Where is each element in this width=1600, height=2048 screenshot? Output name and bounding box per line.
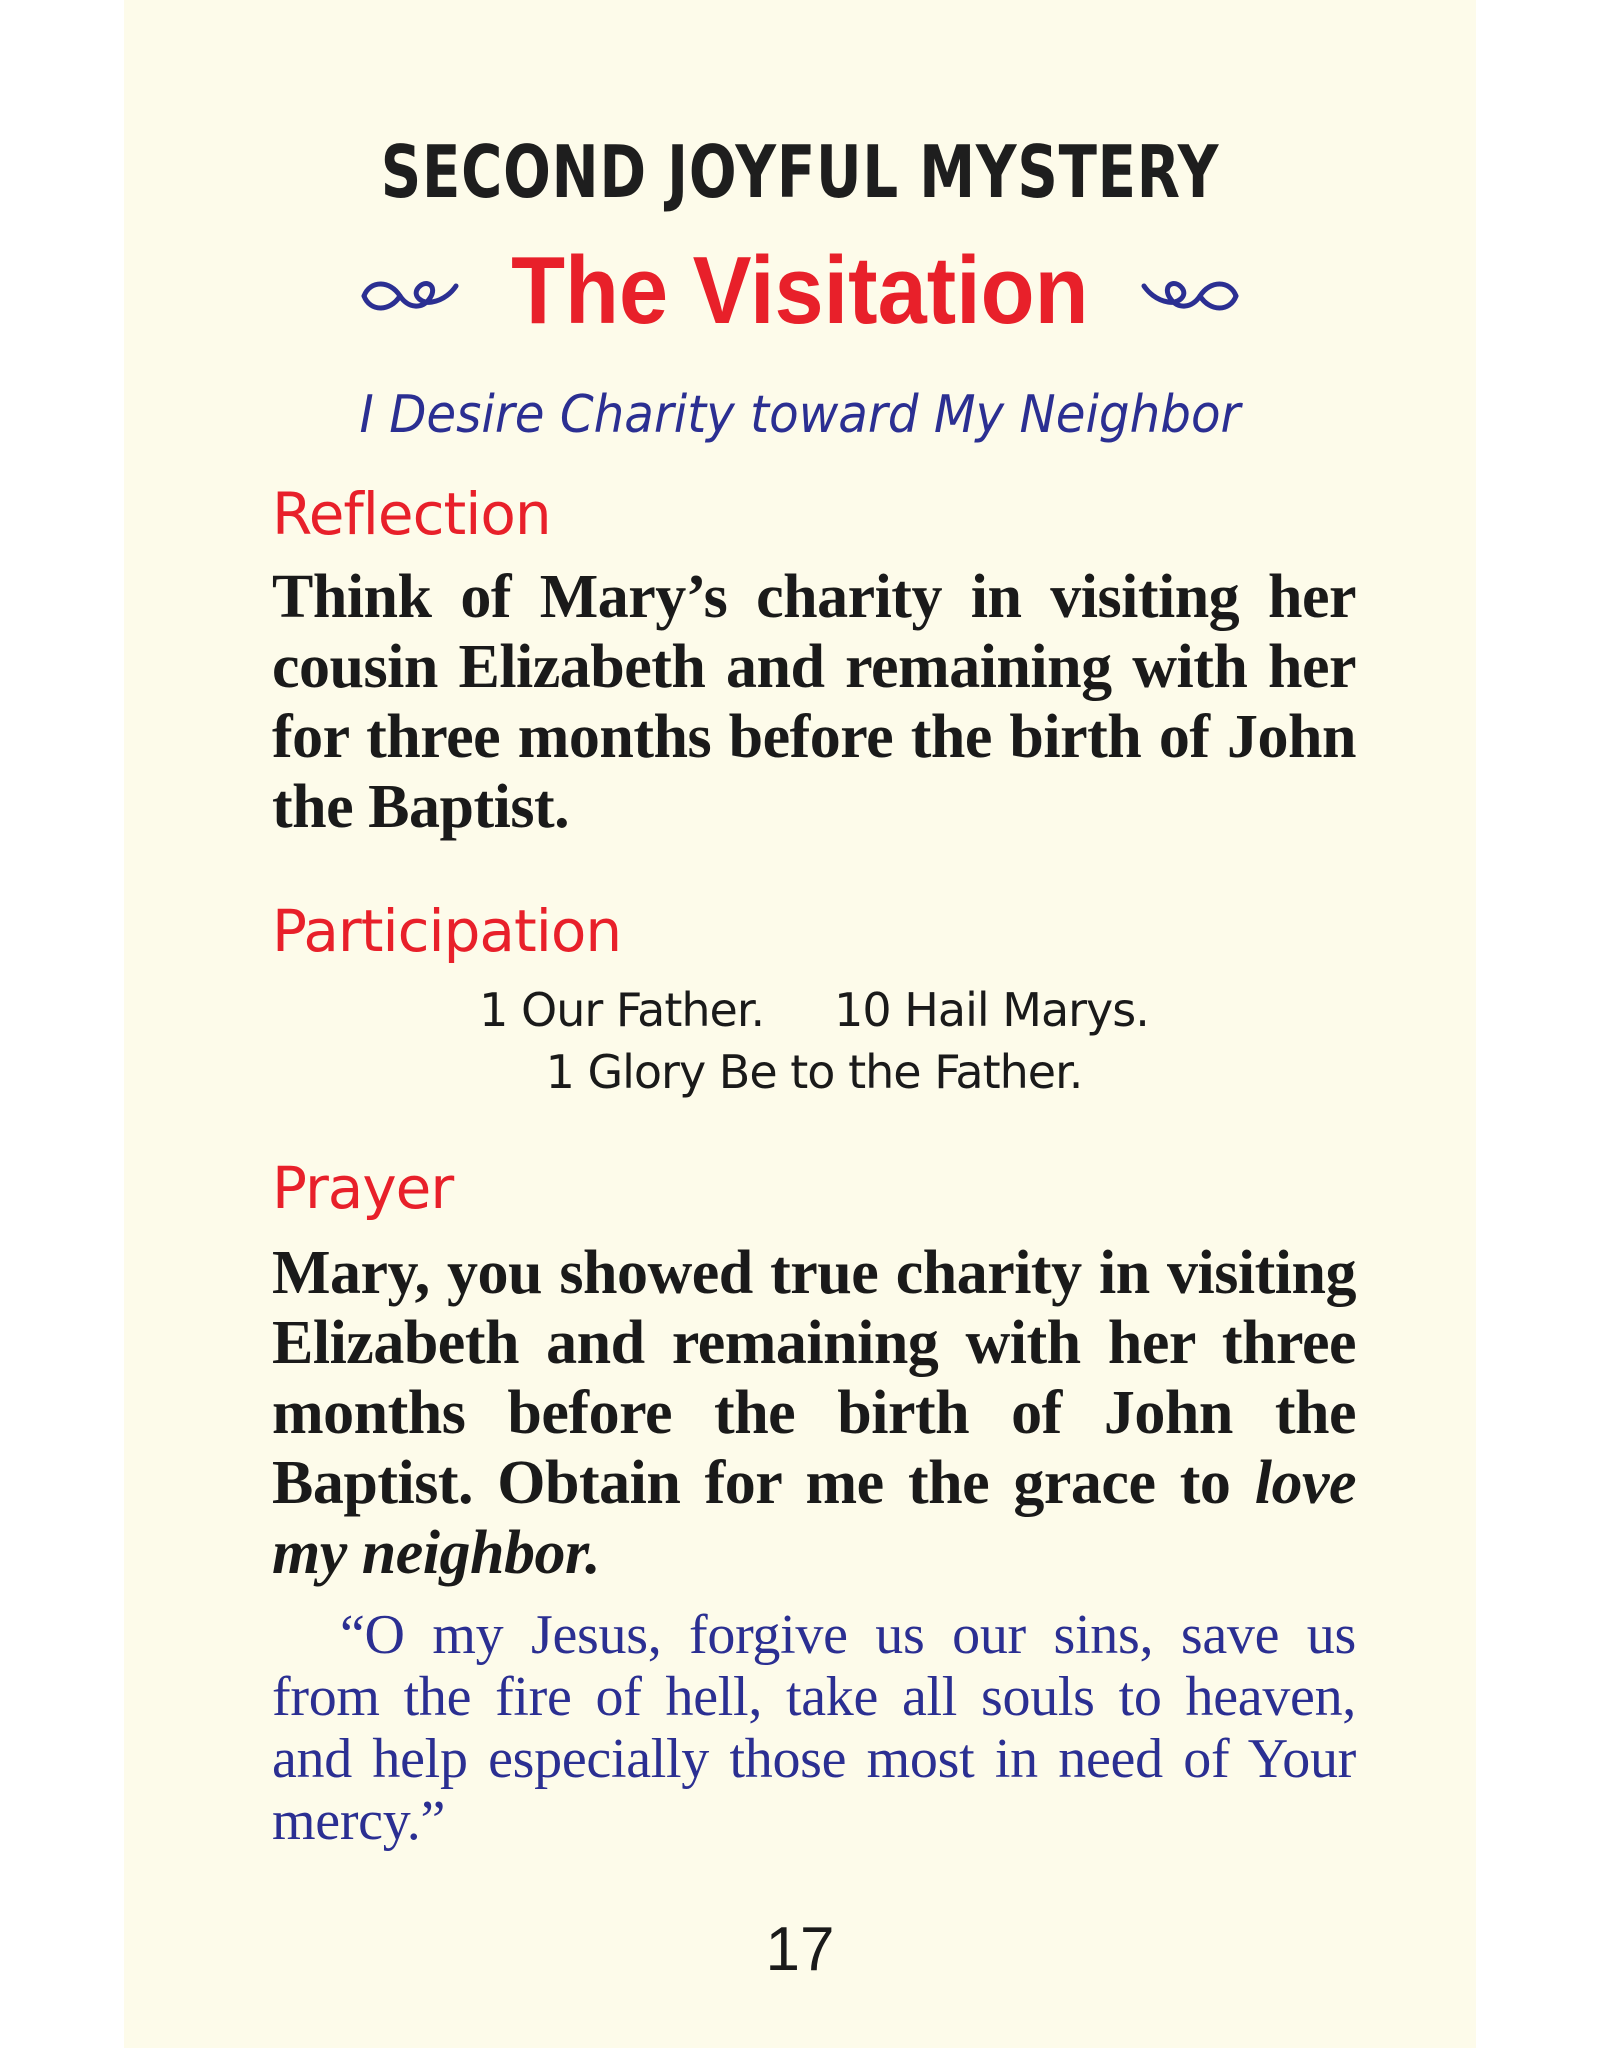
prayer-heading: Prayer bbox=[272, 1154, 454, 1222]
page-title: The Visitation bbox=[511, 237, 1089, 344]
reflection-heading: Reflection bbox=[272, 480, 551, 548]
participation-section bbox=[272, 895, 1356, 1103]
prayer-quote: “O my Jesus, forgive us our sins, save us from the fire of hell, take all souls to heaven, and help especially those most in need of Your mercy.” bbox=[272, 1604, 1356, 1852]
hail-marys-count: 10 Hail Marys. bbox=[834, 983, 1149, 1037]
prayer-text-main: Mary, you showed true charity in visiting Elizabeth and remaining with her three months before the birth of John the Baptist. Obtain for me the grace to bbox=[272, 1239, 1356, 1517]
prayer-text bbox=[272, 1238, 1356, 1588]
prayer-text-emphasis: love my neighbor. bbox=[272, 1449, 1356, 1587]
participation-heading: Participation bbox=[272, 897, 622, 965]
reflection-section bbox=[272, 478, 1356, 842]
page bbox=[124, 0, 1476, 2048]
prayer-section bbox=[272, 1152, 1356, 1852]
left-flourish-icon bbox=[360, 274, 460, 318]
title-row bbox=[124, 236, 1476, 346]
mystery-label: SECOND JOYFUL MYSTERY bbox=[380, 130, 1220, 214]
tagline: I Desire Charity toward My Neighbor bbox=[359, 385, 1241, 445]
participation-line-2: 1 Glory Be to the Father. bbox=[545, 1045, 1083, 1099]
our-father-count: 1 Our Father. bbox=[479, 983, 765, 1037]
reflection-text: Think of Mary’s charity in visiting her cousin Elizabeth and remaining with her for three months before the birth of John the Baptist. bbox=[272, 563, 1356, 841]
participation-line-1 bbox=[272, 979, 1356, 1041]
right-flourish-icon bbox=[1140, 274, 1240, 318]
page-number: 17 bbox=[765, 1915, 835, 1984]
